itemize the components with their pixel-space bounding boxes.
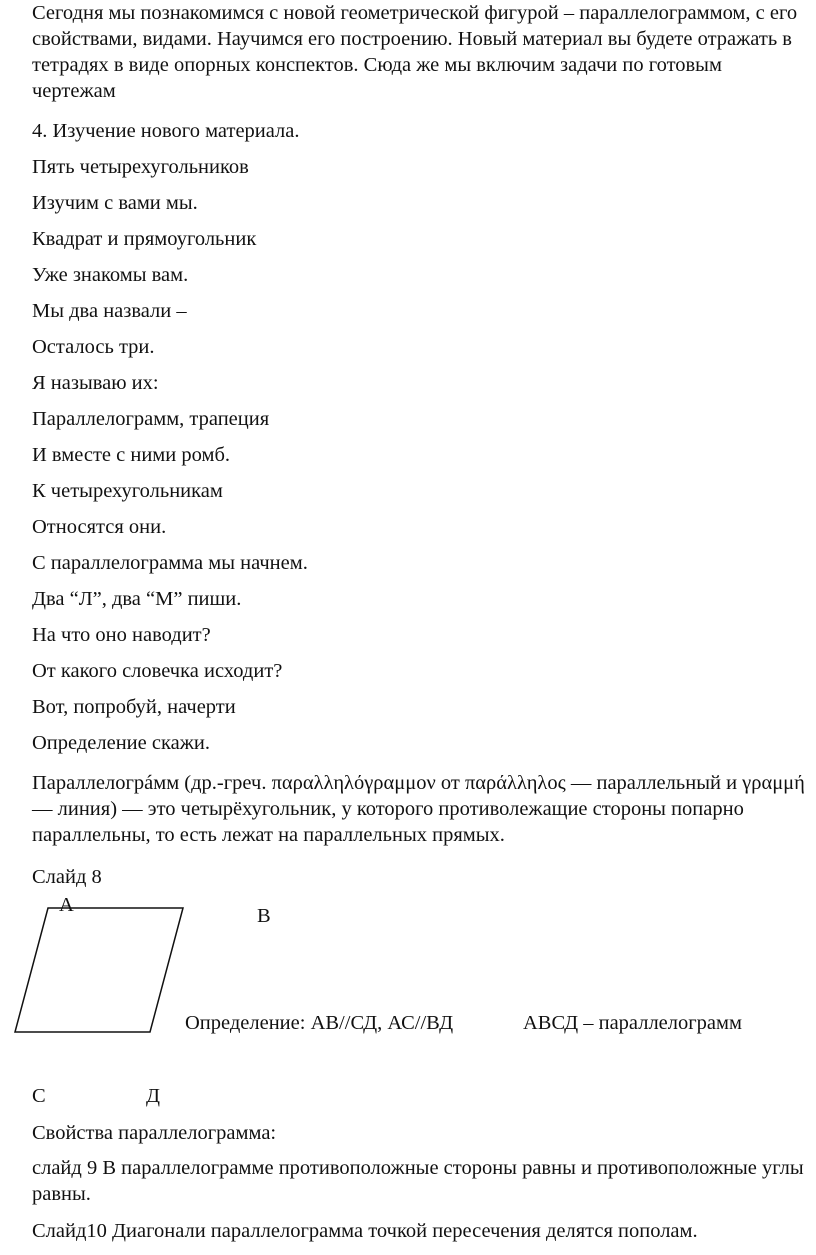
- poem-line: Относятся они.: [32, 516, 167, 538]
- poem-line: К четырехугольникам: [32, 480, 223, 502]
- definition-paragraph: Параллелогрáмм (др.-греч. παραλληλόγραμμον от παράλληλος — параллельный и γραμμή — линия) — это четырёхугольник, у которого противолежащие стороны попарно параллельны, то есть лежат на параллельных прямых.: [32, 772, 805, 846]
- poem-line: Пять четырехугольников: [32, 156, 249, 178]
- poem-line: На что оно наводит?: [32, 624, 211, 646]
- poem-line: Я называю их:: [32, 372, 159, 394]
- vertex-d-label: Д: [146, 1085, 160, 1107]
- vertex-c-label: С: [32, 1085, 46, 1107]
- poem-line: Квадрат и прямоугольник: [32, 228, 257, 250]
- section-heading: 4. Изучение нового материала.: [32, 120, 300, 142]
- slide8-label: Слайд 8: [32, 866, 102, 888]
- parallelogram-shape: [15, 908, 183, 1032]
- definition-caption: Определение: АВ//СД, АС//ВД: [185, 1012, 454, 1034]
- poem-line: Уже знакомы вам.: [32, 264, 189, 286]
- vertex-b-label: В: [257, 905, 271, 927]
- poem-line: Осталось три.: [32, 336, 155, 358]
- vertex-a-label: А: [59, 894, 74, 916]
- poem-line: От какого словечка исходит?: [32, 660, 283, 682]
- name-caption: АВСД – параллелограмм: [523, 1012, 742, 1034]
- poem-line: Два “Л”, два “М” пиши.: [32, 588, 242, 610]
- intro-paragraph: Сегодня мы познакомимся с новой геометрической фигурой – параллелограммом, с его свойствами, видами. Научимся его построению. Новый материал вы будете отражать в тетрадях в виде опорных конспектов. Сюда же мы включим задачи по готовым чертежам: [32, 2, 798, 102]
- slide9-paragraph: слайд 9 В параллелограмме противоположные стороны равны и противоположные углы равны.: [32, 1157, 804, 1205]
- poem-line: Вот, попробуй, начерти: [32, 696, 236, 718]
- poem-line: Параллелограмм, трапеция: [32, 408, 270, 430]
- properties-heading: Свойства параллелограмма:: [32, 1122, 277, 1144]
- parallelogram-figure: [0, 890, 200, 1050]
- poem-line: Определение скажи.: [32, 732, 210, 754]
- poem-line: Мы два назвали –: [32, 300, 187, 322]
- poem-line: С параллелограмма мы начнем.: [32, 552, 308, 574]
- slide10-paragraph: Слайд10 Диагонали параллелограмма точкой пересечения делятся пополам.: [32, 1220, 698, 1242]
- poem-line: И вместе с ними ромб.: [32, 444, 230, 466]
- poem-line: Изучим с вами мы.: [32, 192, 198, 214]
